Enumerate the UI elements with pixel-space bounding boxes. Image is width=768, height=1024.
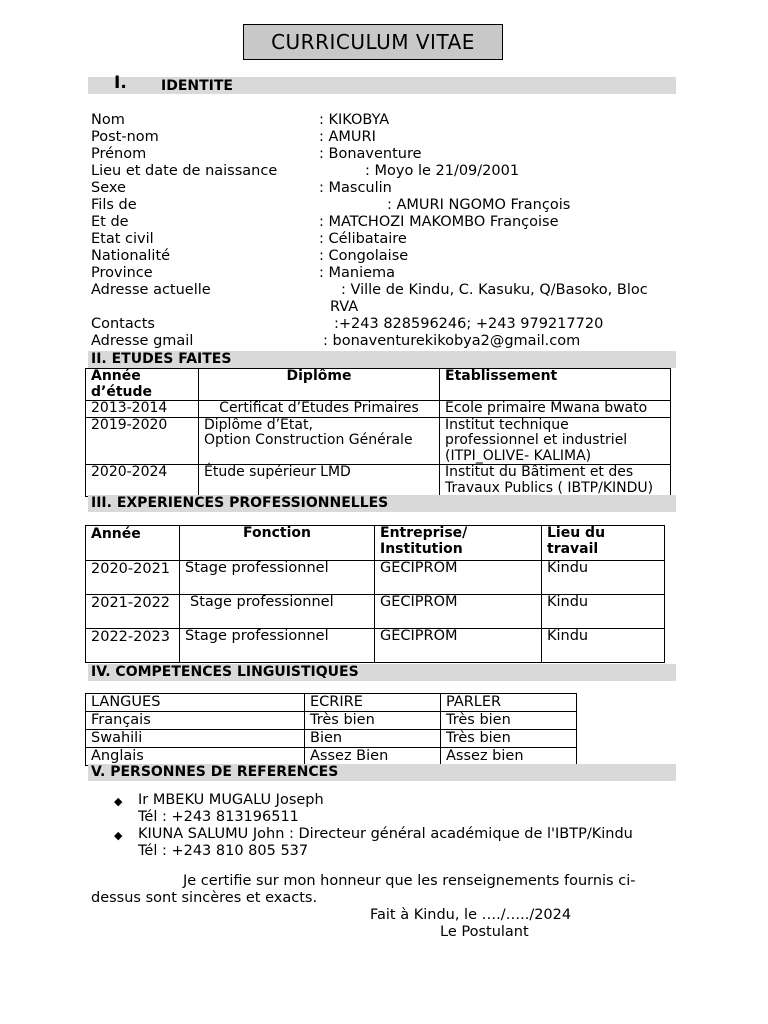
table-cell: Stage professionnel [180, 595, 375, 629]
identity-label-adresse: Adresse actuelle [91, 282, 211, 298]
section-number: I. [114, 73, 127, 93]
experience-table [85, 525, 665, 663]
table-header-row [86, 694, 577, 712]
table-cell: 2020-2021 [86, 561, 180, 595]
table-cell: 2022-2023 [86, 629, 180, 663]
table-row [86, 417, 671, 465]
identity-value-nationalite: : Congolaise [319, 248, 409, 264]
table-cell: Assez Bien [305, 748, 441, 766]
table-cell: Swahili [86, 730, 305, 748]
table-header-cell: Diplôme [199, 369, 440, 401]
identity-label-naissance: Lieu et date de naissance [91, 163, 278, 179]
table-cell: Kindu [542, 595, 665, 629]
identity-value-adresse-cont: RVA [330, 299, 359, 315]
table-cell: Étude supérieur LMD [199, 465, 440, 497]
identity-label-gmail: Adresse gmail [91, 333, 194, 349]
table-row [86, 712, 577, 730]
table-cell: GECIPROM [375, 595, 542, 629]
identity-value-province: : Maniema [319, 265, 396, 281]
reference-1-phone: Tél : +243 813196511 [138, 809, 299, 825]
table-header-cell: PARLER [441, 694, 577, 712]
reference-2-name: KIUNA SALUMU John : Directeur général académique de l'IBTP/Kindu [138, 826, 633, 842]
table-cell: Institut du Bâtiment et des Travaux Publics ( IBTP/KINDU) [440, 465, 671, 497]
section-competences-header [88, 664, 676, 681]
reference-2-phone: Tél : +243 810 805 537 [138, 843, 309, 859]
table-cell: Français [86, 712, 305, 730]
identity-value-postnom: : AMURI [319, 129, 376, 145]
table-header-row [86, 526, 665, 561]
table-header-cell: Fonction [180, 526, 375, 561]
table-cell: Stage professionnel [180, 561, 375, 595]
table-cell: Kindu [542, 629, 665, 663]
table-row [86, 401, 671, 418]
table-cell: 2021-2022 [86, 595, 180, 629]
section-etudes-header [88, 351, 676, 368]
table-cell: GECIPROM [375, 629, 542, 663]
identity-value-fils: : AMURI NGOMO François [387, 197, 571, 213]
table-cell: 2013-2014 [86, 401, 199, 418]
identity-value-naissance: : Moyo le 21/09/2001 [365, 163, 520, 179]
identity-label-etatcivil: Etat civil [91, 231, 154, 247]
table-header-cell: LANGUES [86, 694, 305, 712]
table-header-cell: Année d’étude [86, 369, 199, 401]
certification-line-2: dessus sont sincères et exacts. [91, 890, 318, 906]
bullet-diamond-icon: ◆ [114, 795, 123, 808]
reference-1-name: Ir MBEKU MUGALU Joseph [138, 792, 324, 808]
identity-label-prenom: Prénom [91, 146, 147, 162]
identity-value-contacts: :+243 828596246; +243 979217720 [334, 316, 604, 332]
table-header-cell: Entreprise/ Institution [375, 526, 542, 561]
section-label: III. EXPERIENCES PROFESSIONNELLES [91, 495, 389, 511]
identity-label-sexe: Sexe [91, 180, 126, 196]
certification-line-1: Je certifie sur mon honneur que les renseignements fournis ci- [183, 873, 636, 889]
section-experiences-header [88, 495, 676, 512]
identity-value-gmail: : bonaventurekikobya2@gmail.com [323, 333, 581, 349]
table-cell: Certificat d’Etudes Primaires [199, 401, 440, 418]
identity-label-nationalite: Nationalité [91, 248, 171, 264]
identity-label-etde: Et de [91, 214, 129, 230]
table-cell: Bien [305, 730, 441, 748]
table-cell: Très bien [441, 712, 577, 730]
table-row [86, 595, 665, 629]
languages-table [85, 693, 577, 766]
table-row [86, 748, 577, 766]
table-cell: Stage professionnel [180, 629, 375, 663]
place-date: Fait à Kindu, le …./…../2024 [370, 907, 572, 923]
table-cell: Kindu [542, 561, 665, 595]
table-cell: 2019-2020 [86, 417, 199, 465]
identity-value-sexe: : Masculin [319, 180, 392, 196]
table-row [86, 730, 577, 748]
table-header-cell: Lieu du travail [542, 526, 665, 561]
document-title: CURRICULUM VITAE [243, 24, 503, 60]
table-cell: Diplôme d’Etat, Option Construction Générale [199, 417, 440, 465]
table-cell: Très bien [441, 730, 577, 748]
table-cell: Très bien [305, 712, 441, 730]
identity-value-adresse: : Ville de Kindu, C. Kasuku, Q/Basoko, Bloc [341, 282, 648, 298]
table-row [86, 465, 671, 497]
table-cell: Anglais [86, 748, 305, 766]
identity-value-prenom: : Bonaventure [319, 146, 422, 162]
identity-value-nom: : KIKOBYA [319, 112, 390, 128]
table-cell: Institut technique professionnel et industriel (ITPI_OLIVE- KALIMA) [440, 417, 671, 465]
signature-label: Le Postulant [440, 924, 529, 940]
identity-label-contacts: Contacts [91, 316, 155, 332]
identity-label-province: Province [91, 265, 153, 281]
identity-value-etde: : MATCHOZI MAKOMBO Françoise [319, 214, 559, 230]
table-cell: Ecole primaire Mwana bwato [440, 401, 671, 418]
section-label: V. PERSONNES DE REFERENCES [91, 764, 339, 780]
table-row [86, 629, 665, 663]
identity-label-fils: Fils de [91, 197, 137, 213]
table-row [86, 561, 665, 595]
table-header-cell: ECRIRE [305, 694, 441, 712]
section-label: IDENTITE [161, 78, 233, 94]
bullet-diamond-icon: ◆ [114, 829, 123, 842]
table-header-row [86, 369, 671, 401]
table-cell: Assez bien [441, 748, 577, 766]
section-identite-header [88, 73, 676, 94]
identity-label-nom: Nom [91, 112, 125, 128]
section-references-header [88, 764, 676, 781]
studies-table [85, 368, 671, 497]
table-header-cell: Année [86, 526, 180, 561]
identity-label-postnom: Post-nom [91, 129, 159, 145]
table-cell: GECIPROM [375, 561, 542, 595]
section-label: IV. COMPETENCES LINGUISTIQUES [91, 664, 359, 680]
identity-value-etatcivil: : Célibataire [319, 231, 407, 247]
section-label: II. ETUDES FAITES [91, 351, 232, 367]
table-header-cell: Etablissement [440, 369, 671, 401]
table-cell: 2020-2024 [86, 465, 199, 497]
